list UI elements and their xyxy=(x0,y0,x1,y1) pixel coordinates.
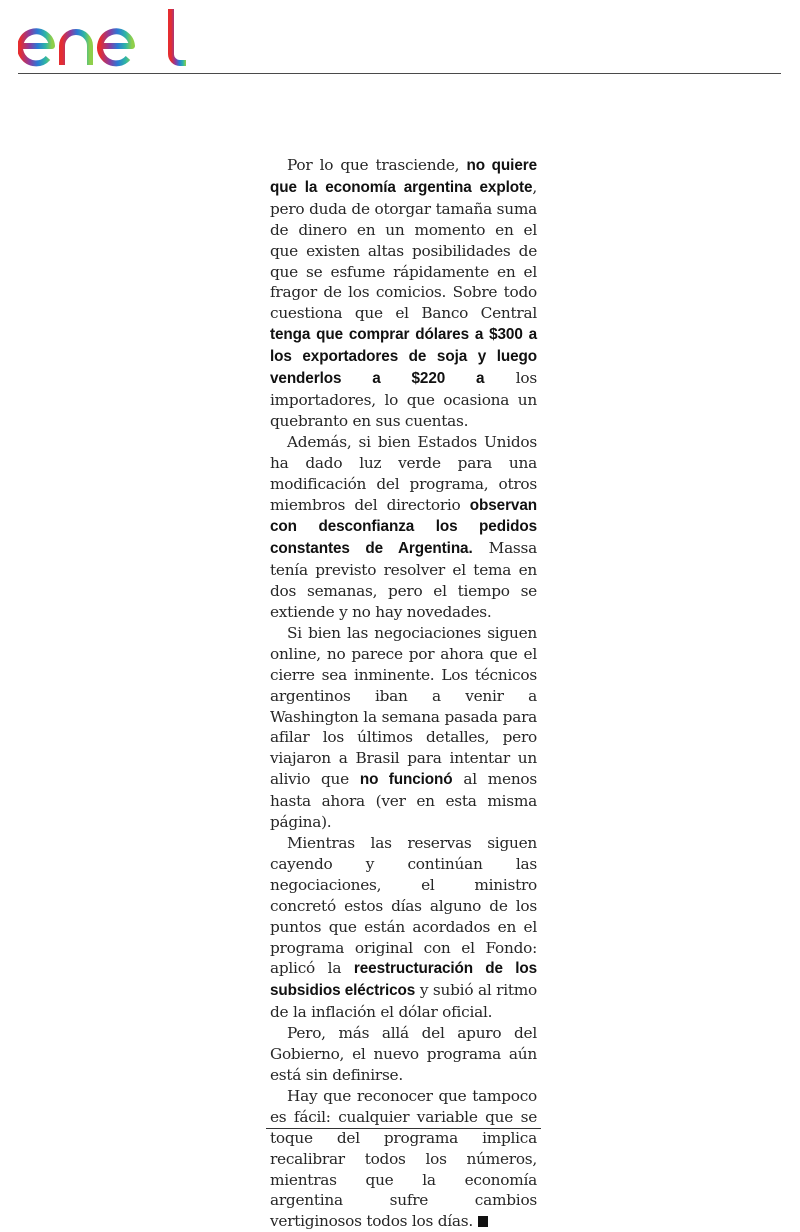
article-paragraph xyxy=(270,1086,537,1232)
text-run: Si bien las negociaciones siguen online, no parece por ahora que el cierre sea inminente. Los técnicos argentinos iban a venir a Washington la semana pasada para afilar los últimos detalles, pero viajaron a Brasil para intentar un alivio que xyxy=(270,623,537,789)
article-paragraph xyxy=(270,432,537,623)
header-divider xyxy=(18,73,781,74)
text-run: Además, si bien Estados Unidos ha dado luz verde para una modificación del programa, otros miembros del directorio xyxy=(270,432,537,514)
text-run: y subió al ritmo de la inflación el dólar oficial. xyxy=(270,981,537,1022)
end-of-article-mark xyxy=(478,1216,488,1227)
article-paragraph xyxy=(270,833,537,1023)
bold-highlight: no quiere que la economía argentina explote xyxy=(270,157,537,196)
text-run: al menos hasta ahora (ver en esta misma página). xyxy=(270,770,537,832)
article-paragraph xyxy=(270,1023,537,1086)
bold-highlight: reestructuración de los subsidios eléctricos xyxy=(270,960,537,1000)
bold-highlight: no funcionó xyxy=(359,771,453,789)
text-run: Por lo que trasciende, xyxy=(287,156,467,174)
text-run: los importadores, lo que ocasiona un quebranto en sus cuentas. xyxy=(270,369,537,430)
text-run: , pero duda de otorgar tamaña suma de dinero en un momento en el que existen altas posibilidades de que se esfume rápidamente en el fragor de los comicios. Sobre todo cuestiona que el Banco Central xyxy=(270,177,537,323)
text-run: Mientras las reservas siguen cayendo y continúan las negociaciones, el ministro concretó estos días alguno de los puntos que están acordados en el programa original con el Fondo: aplicó la xyxy=(270,834,537,978)
footer-divider xyxy=(266,1128,541,1129)
article-paragraph xyxy=(270,623,537,833)
bold-highlight: tenga que comprar dólares a $300 a los exportadores de soja y luego venderlos a $220 a xyxy=(270,326,537,388)
article-paragraph xyxy=(270,155,537,432)
bold-highlight: observan con desconfianza los pedidos constantes de Argentina. xyxy=(270,496,537,558)
text-run: Massa tenía previsto resolver el tema en dos semanas, pero el tiempo se extiende y no hay novedades. xyxy=(270,539,538,622)
text-run: Pero, más allá del apuro del Gobierno, el nuevo programa aún está sin definirse. xyxy=(270,1024,537,1084)
text-run: Hay que reconocer que tampoco es fácil: cualquier variable que se toque del programa implica recalibrar todos los números, mientras que la economía argentina sufre cambios vertiginosos todos los días. xyxy=(270,1086,537,1231)
enel-logo-graphic xyxy=(18,4,188,70)
enel-logo xyxy=(18,4,188,70)
article-body xyxy=(270,155,537,1232)
